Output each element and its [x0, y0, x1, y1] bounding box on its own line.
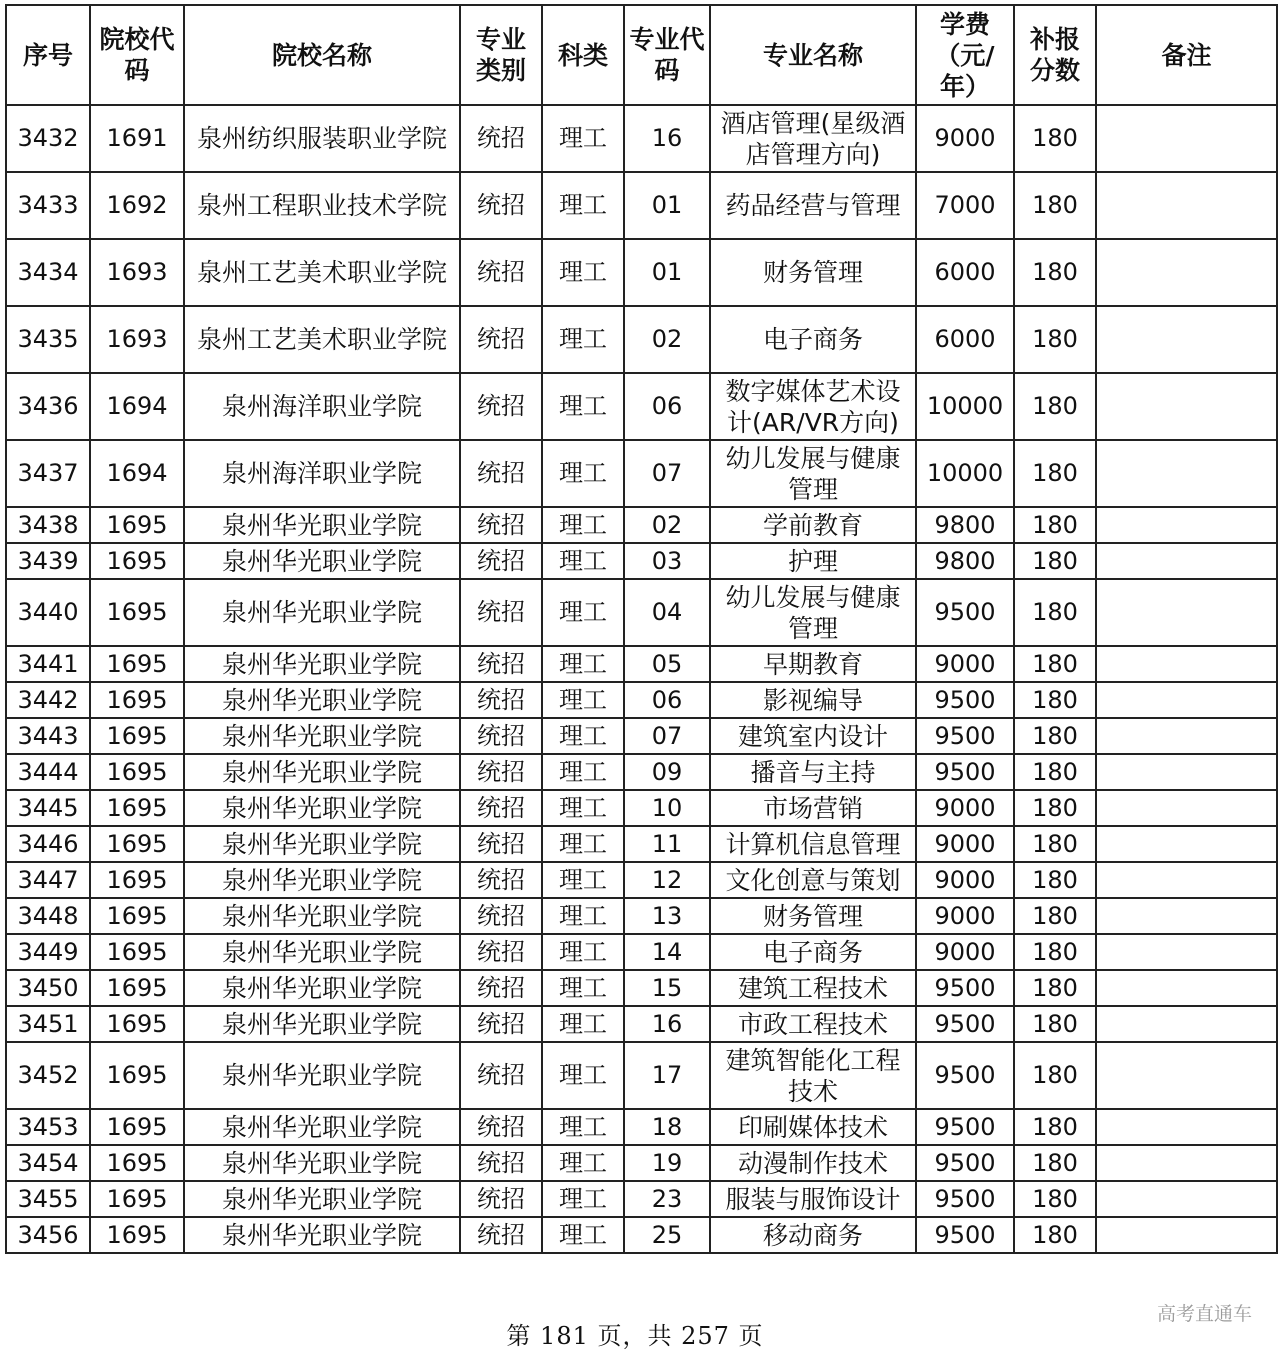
cell-subject: 理工: [542, 239, 624, 306]
cell-major-code: 06: [624, 682, 710, 718]
header-school-name: 院校名称: [184, 5, 460, 105]
cell-subject: 理工: [542, 1181, 624, 1217]
cell-category: 统招: [460, 682, 542, 718]
cell-score: 180: [1014, 970, 1096, 1006]
cell-school-code: 1695: [90, 718, 184, 754]
table-row: [6, 934, 1277, 970]
cell-seq: 3450: [6, 970, 90, 1006]
cell-major-name: 幼儿发展与健康管理: [710, 440, 916, 507]
cell-seq: 3452: [6, 1042, 90, 1109]
cell-school-code: 1693: [90, 306, 184, 373]
cell-score: 180: [1014, 1006, 1096, 1042]
cell-fee: 9500: [916, 718, 1014, 754]
cell-fee: 9500: [916, 1145, 1014, 1181]
cell-score: 180: [1014, 239, 1096, 306]
cell-score: 180: [1014, 682, 1096, 718]
cell-seq: 3434: [6, 239, 90, 306]
cell-major-code: 13: [624, 898, 710, 934]
cell-subject: 理工: [542, 373, 624, 440]
cell-subject: 理工: [542, 826, 624, 862]
cell-seq: 3442: [6, 682, 90, 718]
cell-seq: 3432: [6, 105, 90, 172]
cell-school-code: 1695: [90, 790, 184, 826]
cell-seq: 3448: [6, 898, 90, 934]
table-row: [6, 790, 1277, 826]
header-note: 备注: [1096, 5, 1277, 105]
cell-subject: 理工: [542, 579, 624, 646]
cell-school-name: 泉州海洋职业学院: [184, 440, 460, 507]
cell-major-name: 电子商务: [710, 934, 916, 970]
cell-subject: 理工: [542, 898, 624, 934]
cell-major-code: 12: [624, 862, 710, 898]
cell-fee: 7000: [916, 172, 1014, 239]
cell-note: [1096, 543, 1277, 579]
cell-major-code: 14: [624, 934, 710, 970]
cell-fee: 9000: [916, 105, 1014, 172]
cell-score: 180: [1014, 105, 1096, 172]
header-score: 补报分数: [1014, 5, 1096, 105]
cell-fee: 9000: [916, 826, 1014, 862]
cell-fee: 6000: [916, 239, 1014, 306]
cell-note: [1096, 1217, 1277, 1253]
cell-school-code: 1695: [90, 1042, 184, 1109]
table-row: [6, 754, 1277, 790]
cell-category: 统招: [460, 440, 542, 507]
cell-score: 180: [1014, 1042, 1096, 1109]
cell-subject: 理工: [542, 934, 624, 970]
cell-note: [1096, 970, 1277, 1006]
cell-seq: 3451: [6, 1006, 90, 1042]
cell-major-code: 06: [624, 373, 710, 440]
cell-school-name: 泉州华光职业学院: [184, 682, 460, 718]
cell-score: 180: [1014, 1145, 1096, 1181]
cell-school-code: 1695: [90, 1145, 184, 1181]
cell-major-name: 建筑智能化工程技术: [710, 1042, 916, 1109]
cell-subject: 理工: [542, 1145, 624, 1181]
cell-major-code: 03: [624, 543, 710, 579]
header-fee: 学费（元/年）: [916, 5, 1014, 105]
page-number: 第 181 页，共 257 页: [506, 1322, 764, 1350]
cell-category: 统招: [460, 239, 542, 306]
cell-school-name: 泉州华光职业学院: [184, 507, 460, 543]
cell-school-name: 泉州华光职业学院: [184, 718, 460, 754]
cell-school-code: 1691: [90, 105, 184, 172]
cell-score: 180: [1014, 934, 1096, 970]
cell-major-code: 02: [624, 306, 710, 373]
watermark: 高考直通车: [1156, 1303, 1252, 1325]
cell-seq: 3440: [6, 579, 90, 646]
cell-major-name: 早期教育: [710, 646, 916, 682]
cell-score: 180: [1014, 718, 1096, 754]
cell-school-name: 泉州华光职业学院: [184, 898, 460, 934]
cell-fee: 9500: [916, 1042, 1014, 1109]
cell-school-code: 1695: [90, 754, 184, 790]
cell-score: 180: [1014, 507, 1096, 543]
cell-category: 统招: [460, 373, 542, 440]
table-row: [6, 898, 1277, 934]
cell-note: [1096, 1042, 1277, 1109]
cell-fee: 9500: [916, 1109, 1014, 1145]
cell-subject: 理工: [542, 507, 624, 543]
cell-score: 180: [1014, 790, 1096, 826]
table-row: [6, 1217, 1277, 1253]
cell-school-code: 1695: [90, 862, 184, 898]
table-row: [6, 440, 1277, 507]
cell-school-code: 1695: [90, 1181, 184, 1217]
cell-school-code: 1695: [90, 934, 184, 970]
cell-note: [1096, 898, 1277, 934]
cell-fee: 9000: [916, 934, 1014, 970]
cell-subject: 理工: [542, 754, 624, 790]
cell-seq: 3437: [6, 440, 90, 507]
cell-subject: 理工: [542, 970, 624, 1006]
cell-category: 统招: [460, 970, 542, 1006]
cell-major-code: 09: [624, 754, 710, 790]
cell-seq: 3439: [6, 543, 90, 579]
cell-school-name: 泉州华光职业学院: [184, 934, 460, 970]
cell-major-name: 建筑工程技术: [710, 970, 916, 1006]
cell-seq: 3455: [6, 1181, 90, 1217]
cell-fee: 9500: [916, 1217, 1014, 1253]
cell-major-name: 移动商务: [710, 1217, 916, 1253]
cell-major-name: 护理: [710, 543, 916, 579]
cell-category: 统招: [460, 1109, 542, 1145]
cell-fee: 9500: [916, 1006, 1014, 1042]
cell-school-code: 1693: [90, 239, 184, 306]
table-row: [6, 970, 1277, 1006]
cell-school-code: 1695: [90, 579, 184, 646]
cell-category: 统招: [460, 718, 542, 754]
table-row: [6, 1109, 1277, 1145]
cell-fee: 9000: [916, 790, 1014, 826]
cell-category: 统招: [460, 862, 542, 898]
cell-school-code: 1695: [90, 507, 184, 543]
cell-category: 统招: [460, 1217, 542, 1253]
cell-fee: 9500: [916, 1181, 1014, 1217]
cell-major-name: 财务管理: [710, 898, 916, 934]
table-row: [6, 507, 1277, 543]
cell-major-code: 11: [624, 826, 710, 862]
cell-fee: 9500: [916, 682, 1014, 718]
cell-school-name: 泉州工艺美术职业学院: [184, 239, 460, 306]
table-row: [6, 718, 1277, 754]
cell-category: 统招: [460, 1042, 542, 1109]
cell-seq: 3444: [6, 754, 90, 790]
cell-score: 180: [1014, 1109, 1096, 1145]
cell-major-code: 05: [624, 646, 710, 682]
table-row: [6, 579, 1277, 646]
cell-score: 180: [1014, 646, 1096, 682]
cell-fee: 9500: [916, 970, 1014, 1006]
cell-subject: 理工: [542, 306, 624, 373]
cell-score: 180: [1014, 754, 1096, 790]
cell-note: [1096, 646, 1277, 682]
cell-major-name: 酒店管理(星级酒店管理方向): [710, 105, 916, 172]
cell-category: 统招: [460, 579, 542, 646]
cell-school-code: 1695: [90, 898, 184, 934]
cell-school-name: 泉州华光职业学院: [184, 754, 460, 790]
cell-major-name: 药品经营与管理: [710, 172, 916, 239]
header-school-code: 院校代码: [90, 5, 184, 105]
cell-school-code: 1695: [90, 826, 184, 862]
cell-school-name: 泉州华光职业学院: [184, 970, 460, 1006]
cell-note: [1096, 1109, 1277, 1145]
cell-note: [1096, 826, 1277, 862]
cell-category: 统招: [460, 543, 542, 579]
cell-score: 180: [1014, 862, 1096, 898]
cell-major-name: 财务管理: [710, 239, 916, 306]
table-row: [6, 306, 1277, 373]
cell-fee: 9800: [916, 507, 1014, 543]
cell-school-code: 1694: [90, 440, 184, 507]
cell-note: [1096, 934, 1277, 970]
cell-fee: 9000: [916, 646, 1014, 682]
cell-seq: 3446: [6, 826, 90, 862]
cell-note: [1096, 718, 1277, 754]
table-row: [6, 1006, 1277, 1042]
cell-subject: 理工: [542, 646, 624, 682]
cell-category: 统招: [460, 754, 542, 790]
cell-school-name: 泉州华光职业学院: [184, 1042, 460, 1109]
cell-note: [1096, 579, 1277, 646]
cell-school-name: 泉州华光职业学院: [184, 826, 460, 862]
cell-major-code: 23: [624, 1181, 710, 1217]
cell-note: [1096, 754, 1277, 790]
cell-school-name: 泉州工程职业技术学院: [184, 172, 460, 239]
cell-category: 统招: [460, 105, 542, 172]
table-row: [6, 1181, 1277, 1217]
cell-seq: 3449: [6, 934, 90, 970]
cell-score: 180: [1014, 440, 1096, 507]
cell-category: 统招: [460, 934, 542, 970]
header-seq: 序号: [6, 5, 90, 105]
table-row: [6, 682, 1277, 718]
cell-major-code: 19: [624, 1145, 710, 1181]
cell-major-name: 影视编导: [710, 682, 916, 718]
cell-major-code: 02: [624, 507, 710, 543]
cell-major-name: 市场营销: [710, 790, 916, 826]
cell-major-name: 数字媒体艺术设计(AR/VR方向): [710, 373, 916, 440]
cell-category: 统招: [460, 898, 542, 934]
cell-major-code: 01: [624, 239, 710, 306]
cell-fee: 6000: [916, 306, 1014, 373]
cell-subject: 理工: [542, 862, 624, 898]
cell-school-code: 1695: [90, 543, 184, 579]
cell-school-code: 1695: [90, 1006, 184, 1042]
cell-seq: 3438: [6, 507, 90, 543]
cell-subject: 理工: [542, 1109, 624, 1145]
table-row: [6, 1042, 1277, 1109]
cell-note: [1096, 440, 1277, 507]
cell-score: 180: [1014, 1181, 1096, 1217]
cell-major-name: 动漫制作技术: [710, 1145, 916, 1181]
cell-major-code: 17: [624, 1042, 710, 1109]
cell-note: [1096, 862, 1277, 898]
cell-school-name: 泉州华光职业学院: [184, 1181, 460, 1217]
cell-fee: 9500: [916, 754, 1014, 790]
cell-major-name: 印刷媒体技术: [710, 1109, 916, 1145]
cell-major-code: 16: [624, 105, 710, 172]
cell-category: 统招: [460, 1145, 542, 1181]
cell-score: 180: [1014, 543, 1096, 579]
cell-school-code: 1694: [90, 373, 184, 440]
cell-school-name: 泉州华光职业学院: [184, 1145, 460, 1181]
cell-major-name: 建筑室内设计: [710, 718, 916, 754]
cell-seq: 3454: [6, 1145, 90, 1181]
cell-category: 统招: [460, 172, 542, 239]
cell-school-code: 1695: [90, 970, 184, 1006]
cell-score: 180: [1014, 898, 1096, 934]
cell-major-code: 25: [624, 1217, 710, 1253]
cell-school-name: 泉州华光职业学院: [184, 1006, 460, 1042]
cell-note: [1096, 1145, 1277, 1181]
cell-school-name: 泉州华光职业学院: [184, 862, 460, 898]
cell-major-code: 10: [624, 790, 710, 826]
cell-score: 180: [1014, 1217, 1096, 1253]
cell-major-name: 电子商务: [710, 306, 916, 373]
cell-score: 180: [1014, 172, 1096, 239]
cell-major-name: 幼儿发展与健康管理: [710, 579, 916, 646]
cell-score: 180: [1014, 306, 1096, 373]
cell-category: 统招: [460, 1006, 542, 1042]
cell-subject: 理工: [542, 1042, 624, 1109]
cell-school-name: 泉州海洋职业学院: [184, 373, 460, 440]
cell-major-name: 服装与服饰设计: [710, 1181, 916, 1217]
cell-subject: 理工: [542, 682, 624, 718]
cell-major-code: 07: [624, 718, 710, 754]
table-row: [6, 172, 1277, 239]
cell-seq: 3453: [6, 1109, 90, 1145]
cell-major-name: 市政工程技术: [710, 1006, 916, 1042]
cell-category: 统招: [460, 646, 542, 682]
cell-subject: 理工: [542, 1006, 624, 1042]
header-subject: 科类: [542, 5, 624, 105]
cell-fee: 9000: [916, 862, 1014, 898]
cell-school-code: 1692: [90, 172, 184, 239]
cell-note: [1096, 682, 1277, 718]
cell-subject: 理工: [542, 105, 624, 172]
cell-note: [1096, 105, 1277, 172]
cell-school-name: 泉州华光职业学院: [184, 790, 460, 826]
cell-note: [1096, 1006, 1277, 1042]
cell-major-code: 07: [624, 440, 710, 507]
cell-major-code: 18: [624, 1109, 710, 1145]
cell-fee: 10000: [916, 440, 1014, 507]
cell-subject: 理工: [542, 172, 624, 239]
table-row: [6, 1145, 1277, 1181]
table-row: [6, 373, 1277, 440]
header-major-name: 专业名称: [710, 5, 916, 105]
header-major-code: 专业代码: [624, 5, 710, 105]
cell-major-code: 16: [624, 1006, 710, 1042]
table-row: [6, 646, 1277, 682]
table-row: [6, 239, 1277, 306]
cell-school-code: 1695: [90, 1217, 184, 1253]
cell-fee: 9000: [916, 898, 1014, 934]
table-row: [6, 105, 1277, 172]
cell-major-code: 04: [624, 579, 710, 646]
cell-score: 180: [1014, 373, 1096, 440]
cell-school-name: 泉州华光职业学院: [184, 1217, 460, 1253]
cell-note: [1096, 172, 1277, 239]
cell-seq: 3436: [6, 373, 90, 440]
cell-seq: 3443: [6, 718, 90, 754]
cell-category: 统招: [460, 507, 542, 543]
cell-subject: 理工: [542, 543, 624, 579]
cell-fee: 9500: [916, 579, 1014, 646]
cell-subject: 理工: [542, 1217, 624, 1253]
cell-major-name: 文化创意与策划: [710, 862, 916, 898]
cell-note: [1096, 1181, 1277, 1217]
cell-seq: 3441: [6, 646, 90, 682]
cell-note: [1096, 373, 1277, 440]
cell-school-name: 泉州华光职业学院: [184, 543, 460, 579]
cell-note: [1096, 790, 1277, 826]
cell-school-code: 1695: [90, 1109, 184, 1145]
cell-school-code: 1695: [90, 646, 184, 682]
cell-seq: 3433: [6, 172, 90, 239]
cell-major-code: 15: [624, 970, 710, 1006]
cell-major-name: 播音与主持: [710, 754, 916, 790]
cell-subject: 理工: [542, 440, 624, 507]
cell-school-name: 泉州华光职业学院: [184, 579, 460, 646]
cell-seq: 3456: [6, 1217, 90, 1253]
cell-school-name: 泉州纺织服装职业学院: [184, 105, 460, 172]
admissions-table: [5, 4, 1278, 1254]
cell-category: 统招: [460, 790, 542, 826]
header-category: 专业类别: [460, 5, 542, 105]
cell-fee: 10000: [916, 373, 1014, 440]
cell-score: 180: [1014, 579, 1096, 646]
cell-category: 统招: [460, 826, 542, 862]
table-row: [6, 862, 1277, 898]
cell-seq: 3435: [6, 306, 90, 373]
header-row: [6, 5, 1277, 105]
cell-school-name: 泉州工艺美术职业学院: [184, 306, 460, 373]
cell-school-name: 泉州华光职业学院: [184, 1109, 460, 1145]
cell-category: 统招: [460, 306, 542, 373]
cell-category: 统招: [460, 1181, 542, 1217]
cell-subject: 理工: [542, 790, 624, 826]
cell-major-code: 01: [624, 172, 710, 239]
table-row: [6, 543, 1277, 579]
cell-note: [1096, 239, 1277, 306]
cell-seq: 3447: [6, 862, 90, 898]
cell-subject: 理工: [542, 718, 624, 754]
cell-school-name: 泉州华光职业学院: [184, 646, 460, 682]
cell-note: [1096, 306, 1277, 373]
cell-fee: 9800: [916, 543, 1014, 579]
cell-seq: 3445: [6, 790, 90, 826]
cell-major-name: 计算机信息管理: [710, 826, 916, 862]
cell-school-code: 1695: [90, 682, 184, 718]
cell-score: 180: [1014, 826, 1096, 862]
table-row: [6, 826, 1277, 862]
cell-major-name: 学前教育: [710, 507, 916, 543]
cell-note: [1096, 507, 1277, 543]
